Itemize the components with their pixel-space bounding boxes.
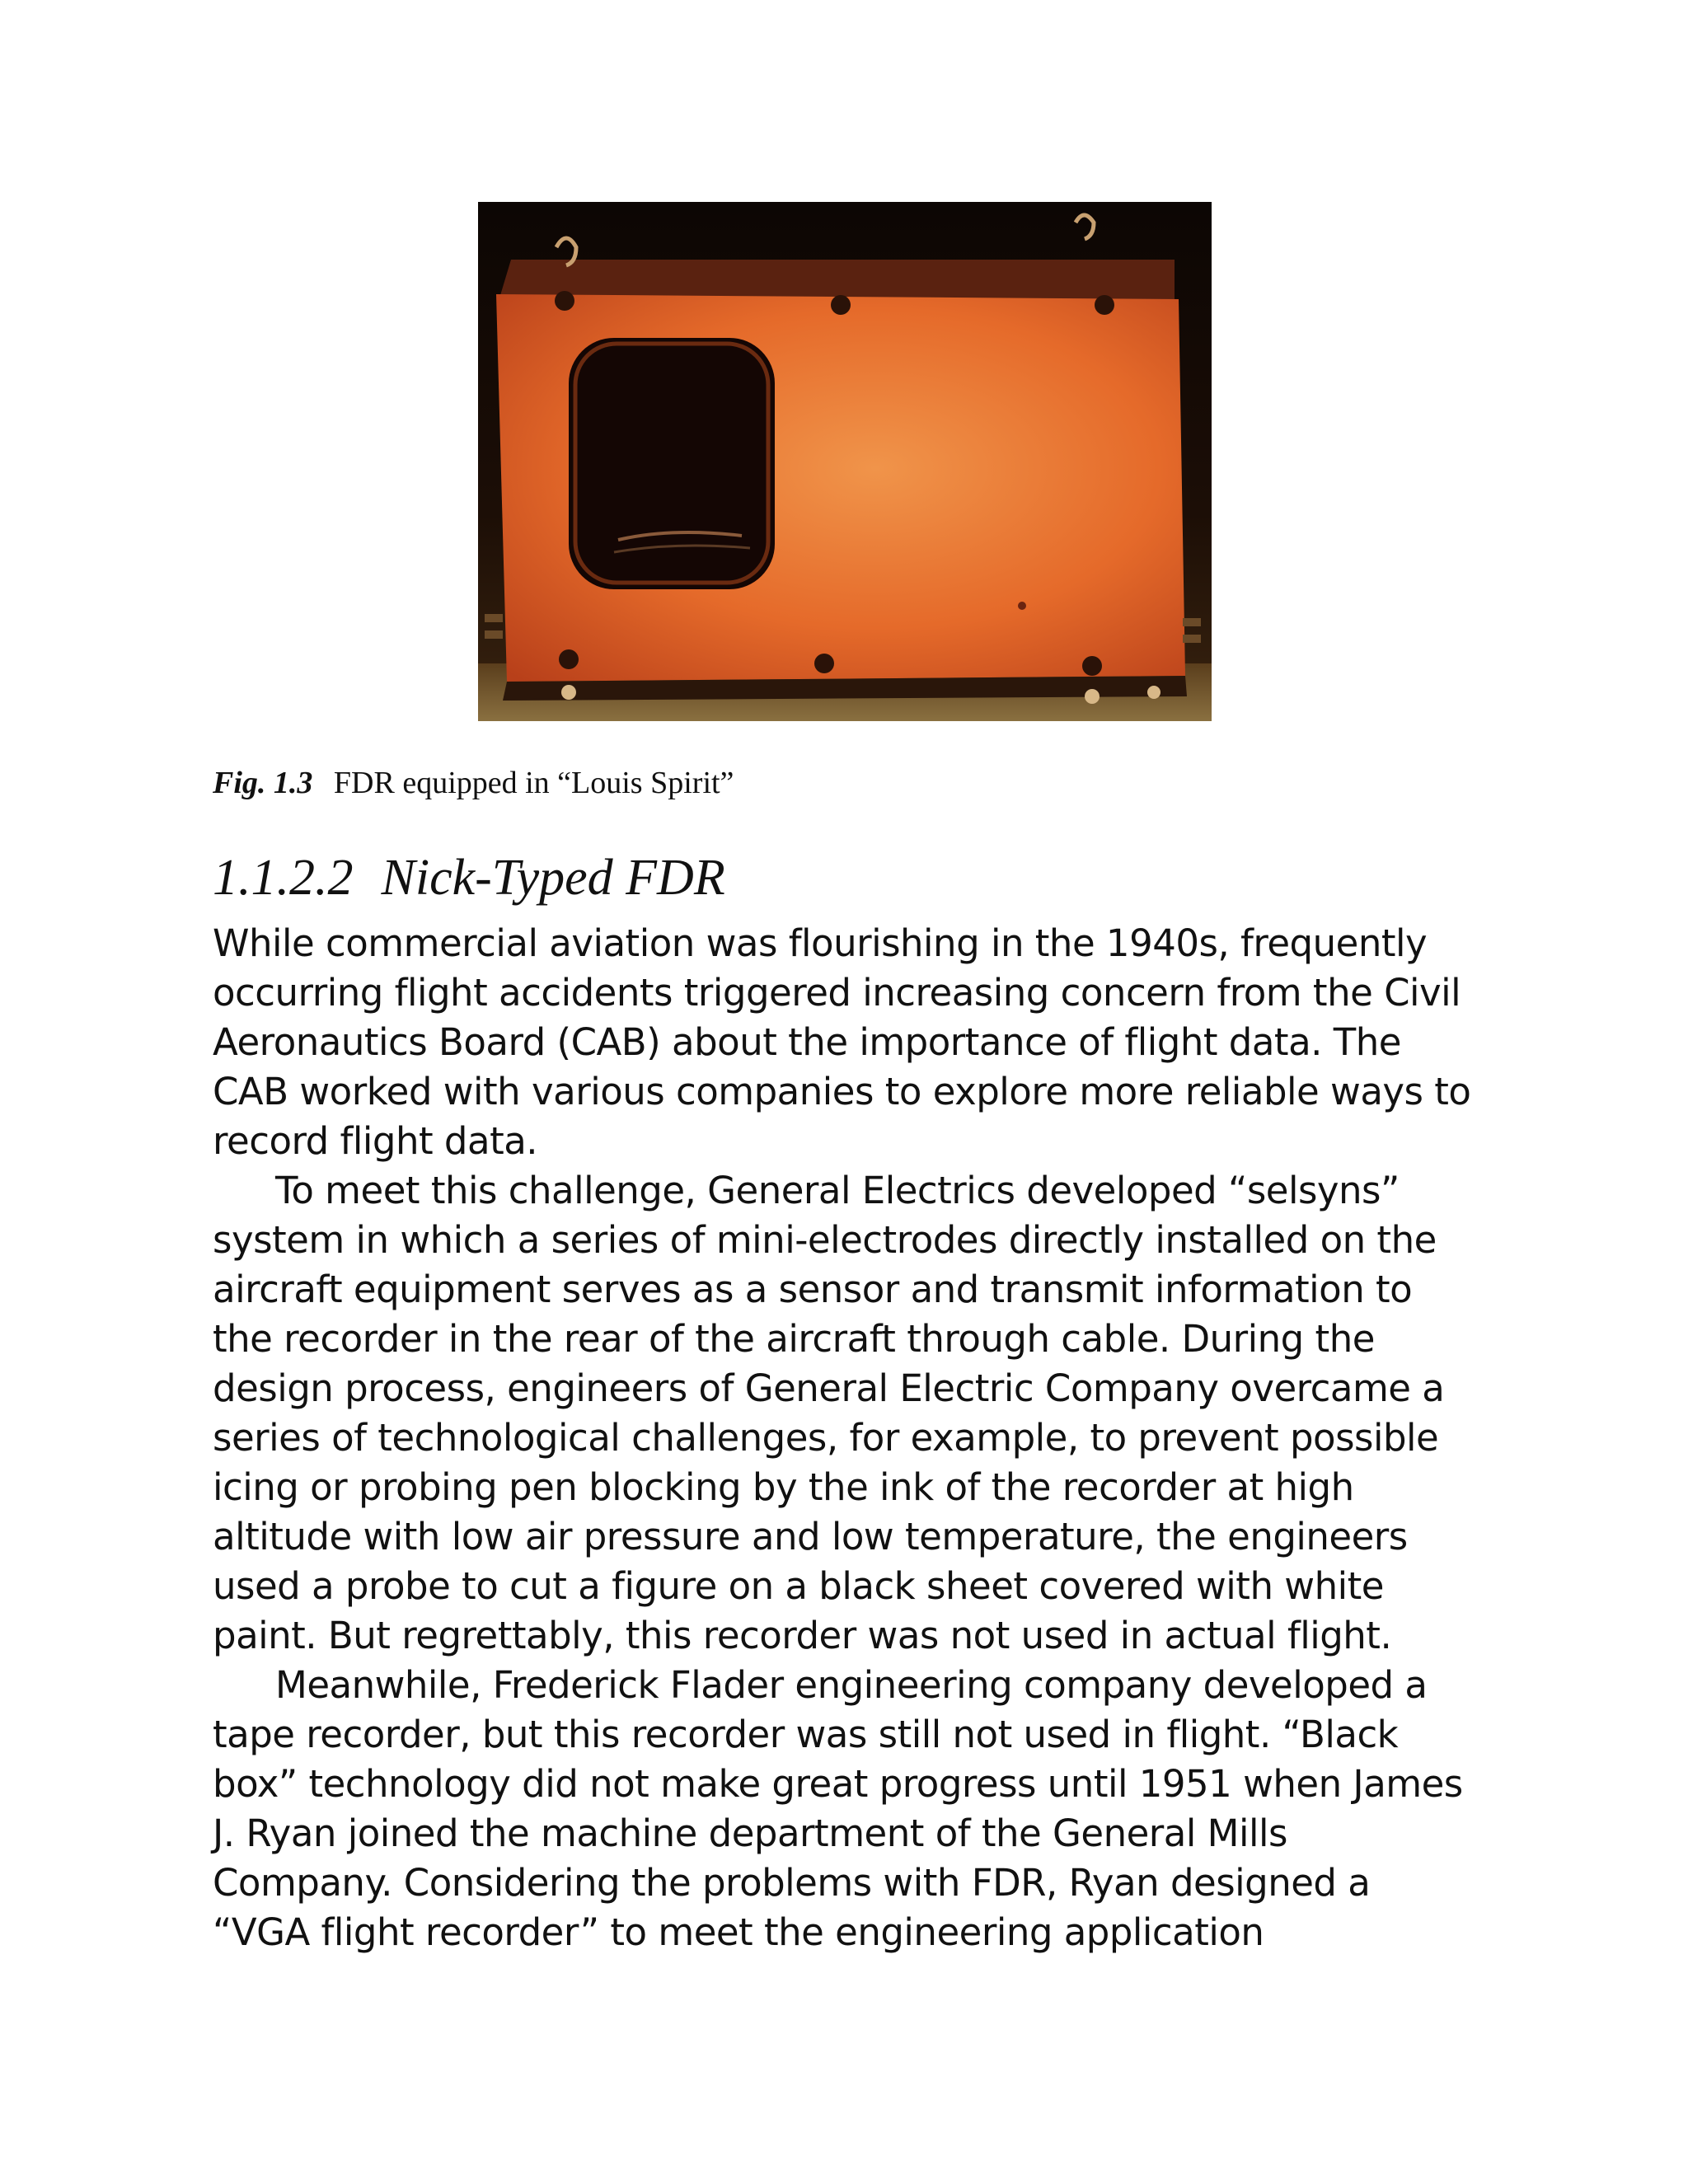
- text-line: altitude with low air pressure and low temperature, the engineers: [213, 1515, 1408, 1558]
- figure-caption-text: FDR equipped in “Louis Spirit”: [333, 766, 734, 800]
- fdr-photo: [478, 202, 1212, 721]
- section-heading: [213, 849, 725, 907]
- text-line: Company. Considering the problems with FDR, Ryan designed a: [213, 1861, 1371, 1905]
- text-line: Aeronautics Board (CAB) about the importance of flight data. The: [213, 1020, 1401, 1064]
- text-line: occurring flight accidents triggered increasing concern from the Civil: [213, 971, 1461, 1015]
- text-line: used a probe to cut a figure on a black sheet covered with white: [213, 1564, 1384, 1608]
- text-line: Meanwhile, Frederick Flader engineering company developed a: [275, 1663, 1428, 1707]
- text-line: icing or probing pen blocking by the ink of the recorder at high: [213, 1465, 1354, 1509]
- section-title: Nick-Typed FDR: [381, 850, 725, 906]
- text-line: To meet this challenge, General Electrics developed “selsyns”: [275, 1169, 1400, 1212]
- text-line: series of technological challenges, for example, to prevent possible: [213, 1416, 1439, 1460]
- text-line: aircraft equipment serves as a sensor and transmit information to: [213, 1268, 1413, 1311]
- text-line: system in which a series of mini-electrodes directly installed on the: [213, 1218, 1437, 1262]
- text-line: While commercial aviation was flourishing in the 1940s, frequently: [213, 921, 1428, 965]
- figure-label: Fig. 1.3: [213, 766, 313, 800]
- text-line: “VGA flight recorder” to meet the engineering application: [213, 1910, 1264, 1954]
- section-number: 1.1.2.2: [213, 850, 354, 906]
- text-line: box” technology did not make great progress until 1951 when James: [213, 1762, 1463, 1806]
- text-line: design process, engineers of General Electric Company overcame a: [213, 1366, 1445, 1410]
- text-line: CAB worked with various companies to explore more reliable ways to: [213, 1070, 1471, 1113]
- text-line: tape recorder, but this recorder was still not used in flight. “Black: [213, 1713, 1399, 1756]
- text-line: the recorder in the rear of the aircraft through cable. During the: [213, 1317, 1375, 1361]
- text-line: paint. But regrettably, this recorder was not used in actual flight.: [213, 1614, 1392, 1657]
- text-line: record flight data.: [213, 1119, 538, 1163]
- text-line: J. Ryan joined the machine department of the General Mills: [213, 1811, 1287, 1855]
- figure-caption: [213, 765, 734, 801]
- body-text: [213, 919, 1498, 1957]
